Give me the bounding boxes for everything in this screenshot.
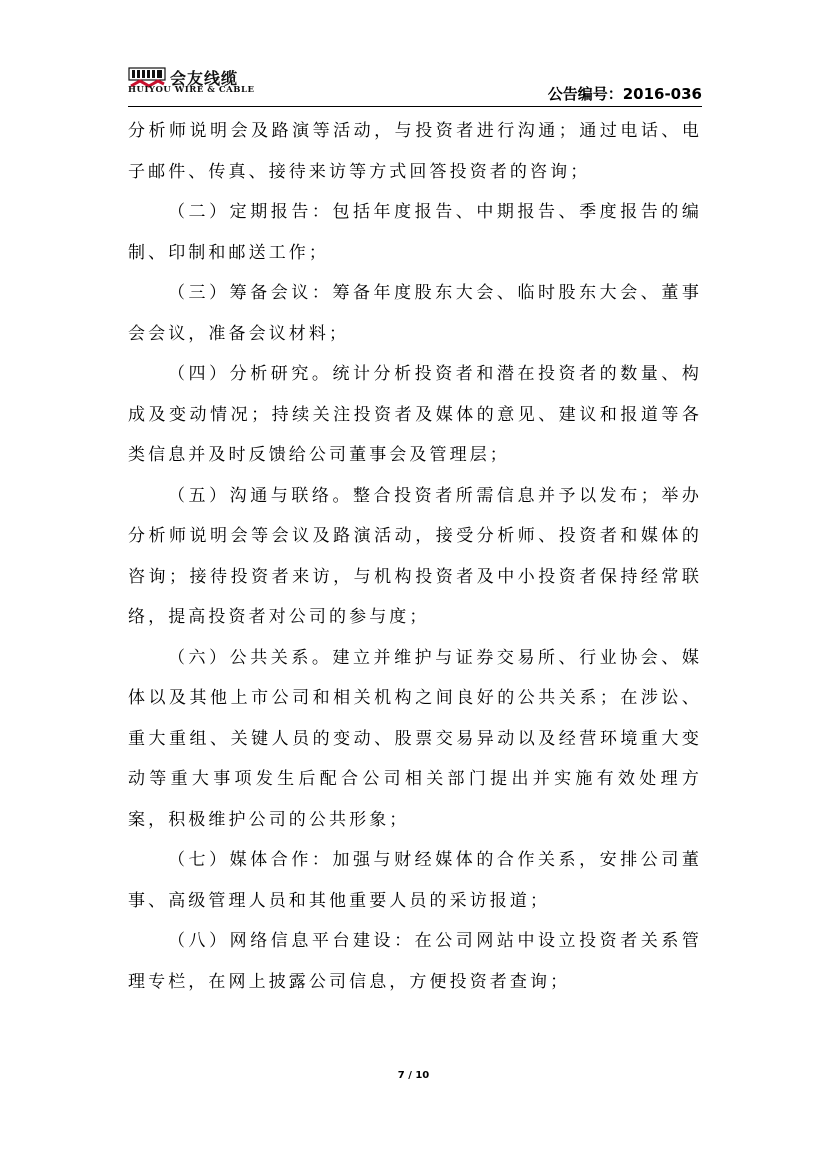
paragraph-public-relations: （六）公共关系。建立并维护与证券交易所、行业协会、媒体以及其他上市公司和相关机构之间良好的公共关系；在涉讼、重大重组、关键人员的变动、股票交易异动以及经营环境重大变动等重大事项发生后配合公司相关部门提出并实施有效处理方案，积极维护公司的公共形象； xyxy=(128,647,702,830)
notice-number: 公告编号：2016-036 xyxy=(547,85,702,103)
paragraph-analysis-research: （四）分析研究。统计分析投资者和潜在投资者的数量、构成及变动情况；持续关注投资者及媒体的意见、建议和报道等各类信息并及时反馈给公司董事会及管理层； xyxy=(128,364,702,465)
paragraph-online-platform: （八）网络信息平台建设：在公司网站中设立投资者关系管理专栏，在网上披露公司信息，方便投资者查询； xyxy=(128,931,702,992)
page-header xyxy=(128,62,702,106)
paragraph-communication-liaison: （五）沟通与联络。整合投资者所需信息并予以发布；举办分析师说明会等会议及路演活动，接受分析师、投资者和媒体的咨询；接待投资者来访，与机构投资者及中小投资者保持经常联络，提高投资者对公司的参与度； xyxy=(128,485,702,627)
paragraph-continued: 分析师说明会及路演等活动，与投资者进行沟通；通过电话、电子邮件、传真、接待来访等方式回答投资者的咨询； xyxy=(128,121,702,182)
page-number: 7 / 10 xyxy=(397,1070,430,1081)
paragraph-periodic-reports: （二）定期报告：包括年度报告、中期报告、季度报告的编制、印制和邮送工作； xyxy=(128,202,702,263)
logo-english-name: HUIYOU WIRE & CABLE xyxy=(128,85,255,95)
logo-chinese-name: 会友线缆 xyxy=(170,69,239,88)
company-logo xyxy=(128,62,298,106)
paragraph-meeting-preparation: （三）筹备会议：筹备年度股东大会、临时股东大会、董事会会议，准备会议材料； xyxy=(128,283,702,344)
header-divider xyxy=(128,106,702,107)
document-body xyxy=(128,111,702,1002)
paragraph-media-cooperation: （七）媒体合作：加强与财经媒体的合作关系，安排公司董事、高级管理人员和其他重要人员的采访报道； xyxy=(128,850,702,911)
